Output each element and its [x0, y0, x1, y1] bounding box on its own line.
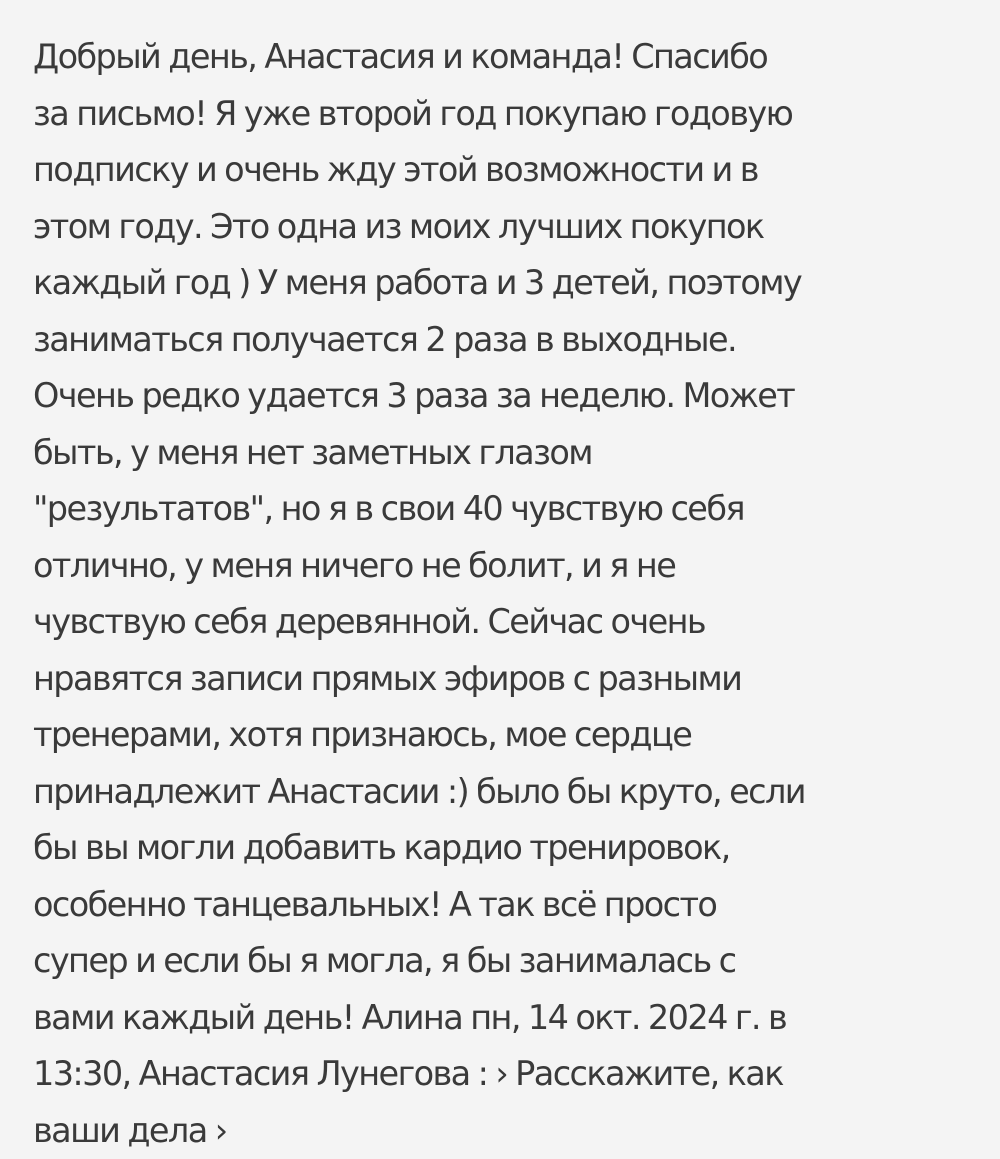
message-line: чувствую себя деревянной. Сейчас очень: [33, 594, 968, 651]
message-line: бы вы могли добавить кардио тренировок,: [33, 820, 968, 877]
message-line: ваши дела ›: [33, 1103, 968, 1159]
message-line: Добрый день, Анастасия и команда! Спасибо: [33, 29, 968, 86]
message-line: Очень редко удается 3 раза за неделю. Может: [33, 368, 968, 425]
message-line: особенно танцевальных! А так всё просто: [33, 877, 968, 934]
message-line: тренерами, хотя признаюсь, мое сердце: [33, 707, 968, 764]
message-line: за письмо! Я уже второй год покупаю годовую: [33, 86, 968, 143]
message-line: нравятся записи прямых эфиров с разными: [33, 651, 968, 708]
message-line: 13:30, Анастасия Лунегова : › Расскажите, как: [33, 1046, 968, 1103]
message-line: каждый год ) У меня работа и 3 детей, поэтому: [33, 255, 968, 312]
message-line: принадлежит Анастасии :) было бы круто, если: [33, 764, 968, 821]
message-text: [33, 29, 968, 1159]
message-line: супер и если бы я могла, я бы занималась с: [33, 933, 968, 990]
message-line: заниматься получается 2 раза в выходные.: [33, 312, 968, 369]
message-line: подписку и очень жду этой возможности и в: [33, 142, 968, 199]
message-line: "результатов", но я в свои 40 чувствую себя: [33, 481, 968, 538]
message-line: быть, у меня нет заметных глазом: [33, 425, 968, 482]
message-line: отлично, у меня ничего не болит, и я не: [33, 538, 968, 595]
message-line: этом году. Это одна из моих лучших покупок: [33, 199, 968, 256]
message-line: вами каждый день! Алина пн, 14 окт. 2024 г. в: [33, 990, 968, 1047]
